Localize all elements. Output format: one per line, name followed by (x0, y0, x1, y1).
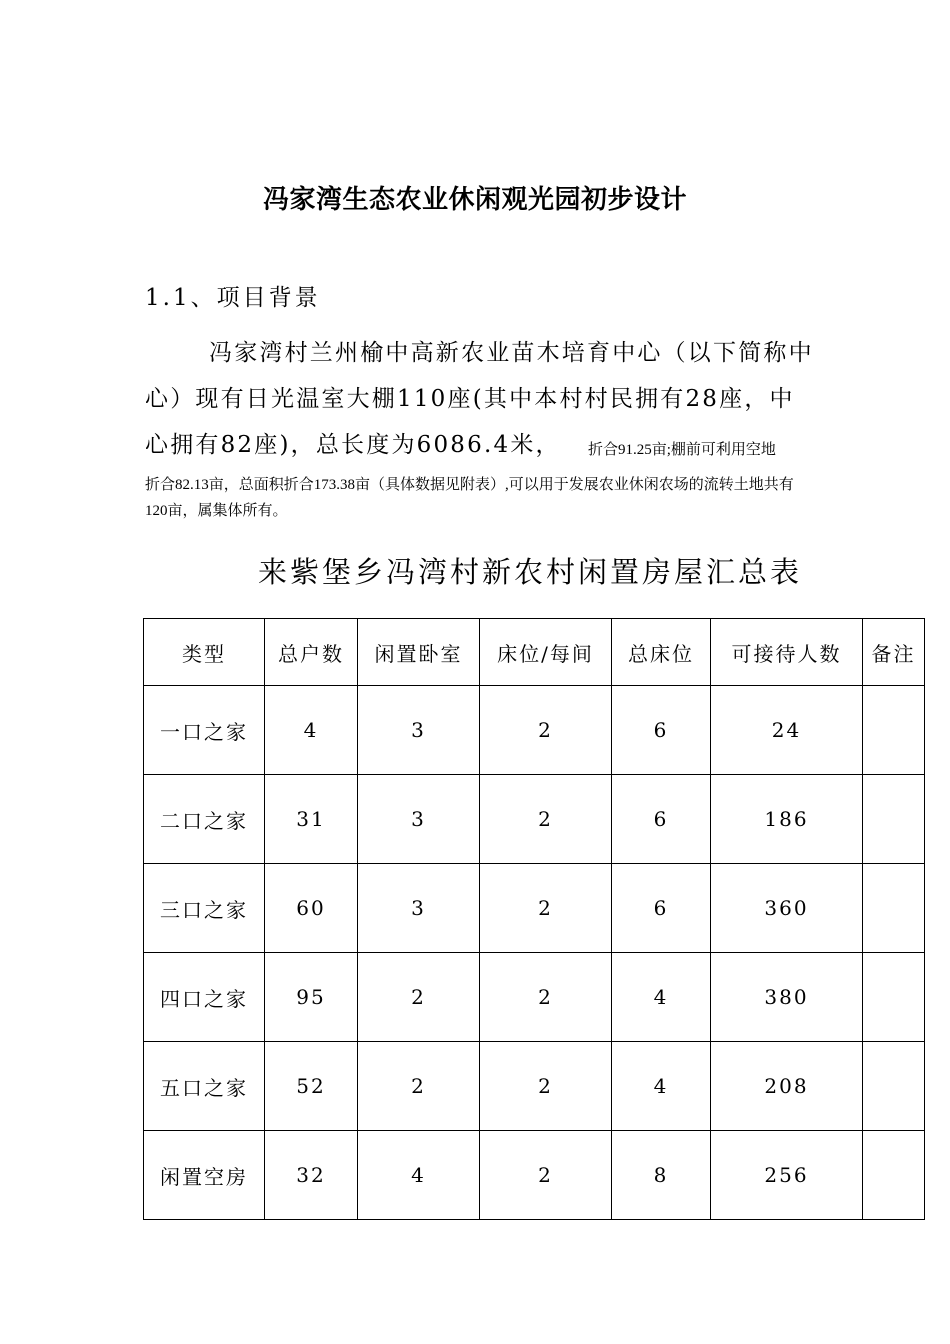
cell-households: 31 (265, 775, 358, 864)
cell-households: 60 (265, 864, 358, 953)
header-idle-bedrooms: 闲置卧室 (358, 619, 480, 686)
background-paragraph-small: 折合82.13亩，总面积折合173.38亩（具体数据见附表）,可以用于发展农业休闲农场的流转土地共有120亩，属集体所有。 (145, 477, 794, 519)
cell-capacity: 186 (711, 775, 863, 864)
table-row (144, 686, 925, 775)
cell-capacity: 256 (711, 1131, 863, 1220)
cell-capacity: 380 (711, 953, 863, 1042)
table-row (144, 864, 925, 953)
cell-remarks (863, 775, 925, 864)
cell-capacity: 24 (711, 686, 863, 775)
cell-remarks (863, 686, 925, 775)
cell-remarks (863, 1042, 925, 1131)
cell-idle-bedrooms: 2 (358, 1042, 480, 1131)
table-row (144, 1042, 925, 1131)
cell-beds-per-room: 2 (480, 775, 612, 864)
table-row (144, 1131, 925, 1220)
table-row (144, 953, 925, 1042)
section-heading: 1.1、项目背景 (145, 285, 321, 311)
header-capacity: 可接待人数 (711, 619, 863, 686)
cell-remarks (863, 953, 925, 1042)
table-header-row (144, 619, 925, 686)
cell-total-beds: 6 (612, 775, 711, 864)
background-paragraph-text: 冯家湾村兰州榆中高新农业苗木培育中心（以下简称中心）现有日光温室大棚110座(其中本村村民拥有28座，中心拥有82座)，总长度为6086.4米， (145, 340, 814, 458)
header-remarks: 备注 (863, 619, 925, 686)
cell-idle-bedrooms: 2 (358, 953, 480, 1042)
cell-total-beds: 6 (612, 686, 711, 775)
cell-capacity: 360 (711, 864, 863, 953)
cell-beds-per-room: 2 (480, 864, 612, 953)
cell-households: 4 (265, 686, 358, 775)
cell-idle-bedrooms: 3 (358, 686, 480, 775)
cell-total-beds: 4 (612, 1042, 711, 1131)
header-type: 类型 (144, 619, 265, 686)
cell-capacity: 208 (711, 1042, 863, 1131)
cell-total-beds: 4 (612, 953, 711, 1042)
table-row (144, 775, 925, 864)
cell-type: 五口之家 (144, 1042, 265, 1131)
cell-households: 95 (265, 953, 358, 1042)
cell-type: 三口之家 (144, 864, 265, 953)
cell-households: 52 (265, 1042, 358, 1131)
header-total-beds: 总床位 (612, 619, 711, 686)
background-paragraph-small-inline: 折合91.25亩;棚前可利用空地 (588, 442, 776, 458)
header-beds-per-room: 床位/每间 (480, 619, 612, 686)
cell-total-beds: 8 (612, 1131, 711, 1220)
cell-households: 32 (265, 1131, 358, 1220)
cell-beds-per-room: 2 (480, 1042, 612, 1131)
table-title: 来紫堡乡冯湾村新农村闲置房屋汇总表 (257, 555, 802, 589)
document-title: 冯家湾生态农业休闲观光园初步设计 (262, 185, 687, 215)
idle-housing-summary-table (143, 618, 925, 1220)
cell-beds-per-room: 2 (480, 1131, 612, 1220)
cell-beds-per-room: 2 (480, 953, 612, 1042)
cell-idle-bedrooms: 4 (358, 1131, 480, 1220)
cell-type: 闲置空房 (144, 1131, 265, 1220)
cell-remarks (863, 1131, 925, 1220)
cell-type: 一口之家 (144, 686, 265, 775)
header-households: 总户数 (265, 619, 358, 686)
cell-type: 二口之家 (144, 775, 265, 864)
cell-remarks (863, 864, 925, 953)
cell-idle-bedrooms: 3 (358, 864, 480, 953)
cell-beds-per-room: 2 (480, 686, 612, 775)
cell-type: 四口之家 (144, 953, 265, 1042)
cell-total-beds: 6 (612, 864, 711, 953)
cell-idle-bedrooms: 3 (358, 775, 480, 864)
